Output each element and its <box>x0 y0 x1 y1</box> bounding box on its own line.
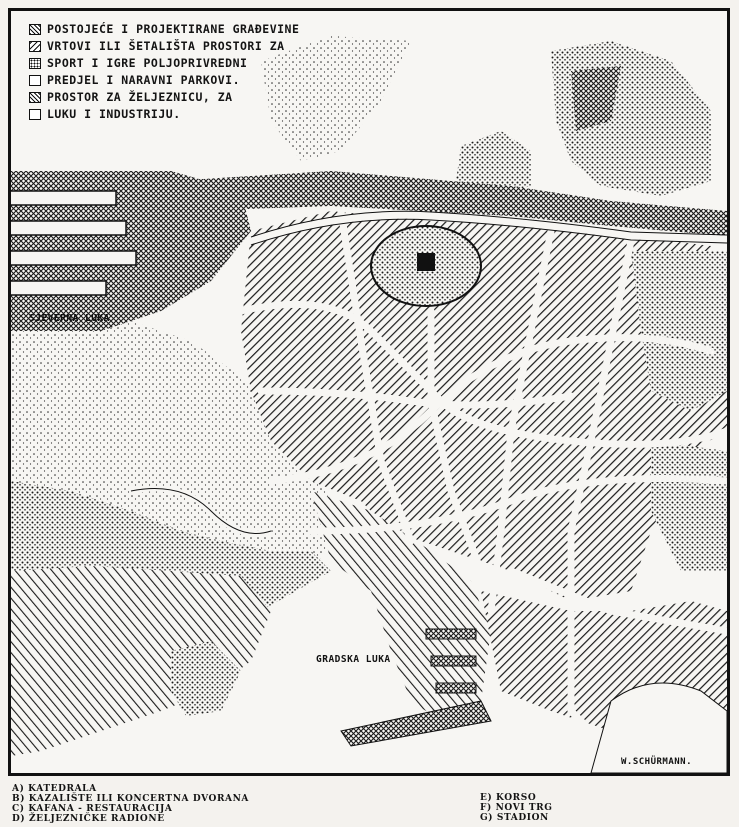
legend-item: PREDJEL I NARAVNI PARKOVI. <box>27 72 317 89</box>
legend-item: SPORT I IGRE POLJOPRIVREDNI <box>27 55 317 72</box>
north-harbor-label: SJEVERNA LUKA <box>29 313 110 324</box>
map-legend <box>27 21 317 123</box>
key-item-c: C) KAFANA - RESTAURACIJA <box>12 804 173 814</box>
key-item-f: F) NOVI TRG <box>480 803 553 813</box>
legend-swatch <box>29 75 41 86</box>
key-item-b: B) KAZALIŠTE ILI KONCERTNA DVORANA <box>12 794 250 804</box>
place-key-right <box>480 793 552 823</box>
key-item-e: E) KORSO <box>480 793 537 803</box>
city-plan-map <box>8 8 730 776</box>
signature: W.SCHÜRMANN. <box>621 757 693 767</box>
legend-item: POSTOJEĆE I PROJEKTIRANE GRAĐEVINE <box>27 21 317 38</box>
legend-swatch <box>29 58 41 69</box>
legend-swatch <box>29 109 41 120</box>
legend-swatch <box>29 24 41 35</box>
legend-swatch <box>29 92 41 103</box>
key-item-a: A) KATEDRALA <box>12 784 97 794</box>
legend-item: VRTOVI ILI ŠETALIŠTA PROSTORI ZA <box>27 38 317 55</box>
legend-item: PROSTOR ZA ŽELJEZNICU, ZA <box>27 89 317 106</box>
legend-swatch <box>29 41 41 52</box>
city-harbor-label: GRADSKA LUKA <box>316 654 391 665</box>
key-item-g: G) STADION <box>480 813 549 823</box>
key-item-d: D) ŽELJEZNIČKE RADIONE <box>12 814 165 824</box>
legend-item: LUKU I INDUSTRIJU. <box>27 106 317 123</box>
place-key-left <box>12 784 249 824</box>
